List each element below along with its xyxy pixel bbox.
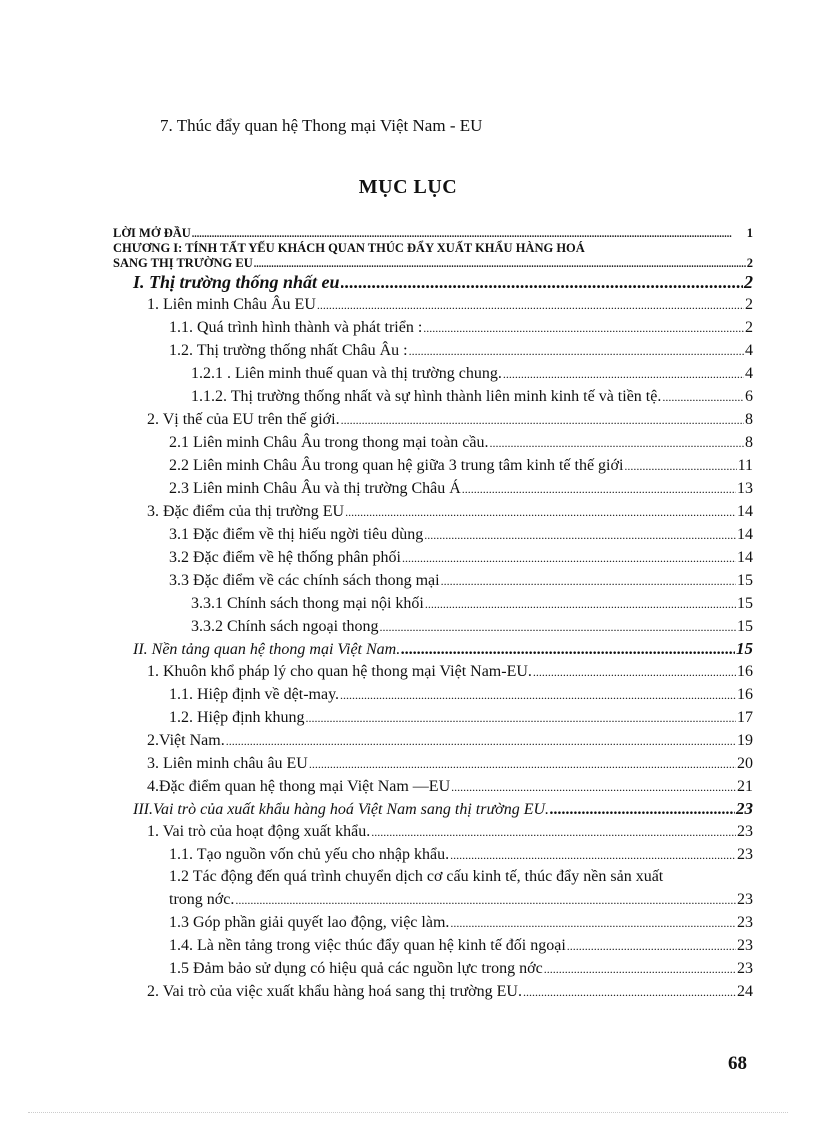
toc-entry[interactable]: 3. Đặc điểm của thị trường EU ..... 14 <box>113 500 753 523</box>
toc-entry[interactable]: 1. Vai trò của hoạt động xuất khẩu. ..... 23 <box>113 820 753 843</box>
toc-entry[interactable]: 2.3 Liên minh Châu Âu và thị trường Châu Á ..... 13 <box>113 477 753 500</box>
toc-entry[interactable]: 1.2. Hiệp định khung ..... 17 <box>113 706 753 729</box>
toc-entry-intro[interactable]: LỜI MỞ ĐẦU ..... 1 <box>113 226 753 241</box>
toc-entry-chapter-1[interactable]: SANG THỊ TRƯỜNG EU ..... 2 <box>113 256 753 271</box>
toc-title: MỤC LỤC <box>358 176 458 198</box>
toc-entry[interactable]: 1.4. Là nền tảng trong việc thúc đẩy quan hệ kinh tế đối ngoại ..... 23 <box>113 934 753 957</box>
toc-entry-line1[interactable]: 1.2 Tác động đến quá trình chuyển dịch cơ cấu kinh tế, thúc đẩy nền sản xuất <box>169 868 664 885</box>
page-number: 68 <box>728 1053 747 1074</box>
toc-entry[interactable]: 3.2 Đặc điểm về hệ thống phân phối ..... 14 <box>113 546 753 569</box>
toc-entry[interactable]: 2.Việt Nam. ..... 19 <box>113 729 753 752</box>
toc-entry[interactable]: 1.2. Thị trường thống nhất Châu Âu : ..... 4 <box>113 339 753 362</box>
toc-entry[interactable]: 1.1. Tạo nguồn vốn chủ yếu cho nhập khẩu. ..... 23 <box>113 843 753 866</box>
toc-entry[interactable]: 4.Đặc điểm quan hệ thong mại Việt Nam —EU ..... 21 <box>113 775 753 798</box>
page-bottom-divider <box>28 1112 788 1113</box>
toc-entry[interactable]: 1. Khuôn khổ pháp lý cho quan hệ thong mại Việt Nam-EU. ..... 16 <box>113 660 753 683</box>
toc-entry-section-II[interactable]: II. Nền tảng quan hệ thong mại Việt Nam. ..... 15 <box>113 638 753 660</box>
toc-entry-chapter-1-line1[interactable]: CHƯƠNG I: TÍNH TẤT YẾU KHÁCH QUAN THÚC ĐẨY XUẤT KHẨU HÀNG HOÁ <box>113 241 585 255</box>
toc-entry[interactable]: 1.1.2. Thị trường thống nhất và sự hình thành liên minh kinh tế và tiền tệ. ..... 6 <box>113 385 753 408</box>
toc-entry[interactable]: 2.1 Liên minh Châu Âu trong thong mại toàn cầu. ..... 8 <box>113 431 753 454</box>
toc-entry[interactable]: 1.1. Quá trình hình thành và phát triển : ..... 2 <box>113 316 753 339</box>
toc-entry[interactable]: 2. Vị thế của EU trên thế giới. ..... 8 <box>113 408 753 431</box>
toc-entry[interactable]: 3.3.1 Chính sách thong mại nội khối ..... 15 <box>113 592 753 615</box>
preceding-heading: 7. Thúc đẩy quan hệ Thong mại Việt Nam - EU <box>160 116 483 135</box>
toc-entry[interactable]: 3. Liên minh châu âu EU ..... 20 <box>113 752 753 775</box>
toc-entry[interactable]: 3.3 Đặc điểm về các chính sách thong mại ..... 15 <box>113 569 753 592</box>
toc-entry-section-III[interactable]: III.Vai trò của xuất khẩu hàng hoá Việt Nam sang thị trường EU. ..... 23 <box>113 798 753 820</box>
toc-entry[interactable]: 2.2 Liên minh Châu Âu trong quan hệ giữa 3 trung tâm kinh tế thế giới ..... 11 <box>113 454 753 477</box>
toc-entry[interactable]: 1. Liên minh Châu Âu EU ..... 2 <box>113 293 753 316</box>
table-of-contents <box>113 226 753 1003</box>
toc-entry-section-I[interactable]: I. Thị trường thống nhất eu ..... 2 <box>113 271 753 293</box>
toc-entry[interactable]: 1.1. Hiệp định về dệt-may. ..... 16 <box>113 683 753 706</box>
toc-entry[interactable]: 1.5 Đảm bảo sử dụng có hiệu quả các nguồn lực trong nớc ..... 23 <box>113 957 753 980</box>
toc-entry[interactable]: 2. Vai trò của việc xuất khẩu hàng hoá sang thị trường EU. ..... 24 <box>113 980 753 1003</box>
toc-entry[interactable]: trong nớc. ..... 23 <box>113 888 753 911</box>
toc-entry[interactable]: 3.1 Đặc điểm về thị hiếu ngời tiêu dùng ..... 14 <box>113 523 753 546</box>
toc-entry[interactable]: 1.3 Góp phần giải quyết lao động, việc làm. ..... 23 <box>113 911 753 934</box>
toc-entry[interactable]: 1.2.1 . Liên minh thuế quan và thị trường chung. ..... 4 <box>113 362 753 385</box>
toc-entry[interactable]: 3.3.2 Chính sách ngoại thong ..... 15 <box>113 615 753 638</box>
